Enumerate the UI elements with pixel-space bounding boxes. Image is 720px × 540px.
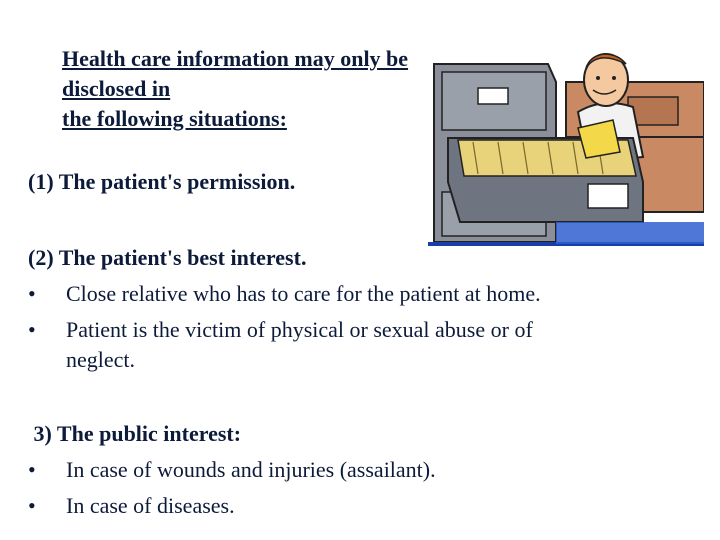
bullet-marker: • bbox=[28, 493, 36, 518]
title-line-2: the following situations: bbox=[62, 106, 287, 131]
bullet-text: Close relative who has to care for the patient at home. bbox=[66, 281, 541, 306]
section-3-heading: 3) The public interest: bbox=[28, 421, 242, 446]
bullet-marker: • bbox=[28, 281, 36, 306]
bullet-text: In case of wounds and injuries (assailant). bbox=[66, 457, 436, 482]
bullet-text: Patient is the victim of physical or sexual abuse or of bbox=[66, 317, 533, 342]
bullet-text: In case of diseases. bbox=[66, 493, 235, 518]
section-1-heading: (1) The patient's permission. bbox=[28, 169, 296, 194]
bullet-text: neglect. bbox=[66, 347, 136, 372]
bullet-marker: • bbox=[28, 457, 36, 482]
bullet-marker: • bbox=[28, 317, 36, 342]
slide-title bbox=[62, 44, 442, 134]
filing-cabinet-clerk-icon bbox=[428, 42, 704, 248]
title-line-1: Health care information may only be disclosed in bbox=[62, 46, 409, 101]
section-2-heading: (2) The patient's best interest. bbox=[28, 245, 307, 270]
